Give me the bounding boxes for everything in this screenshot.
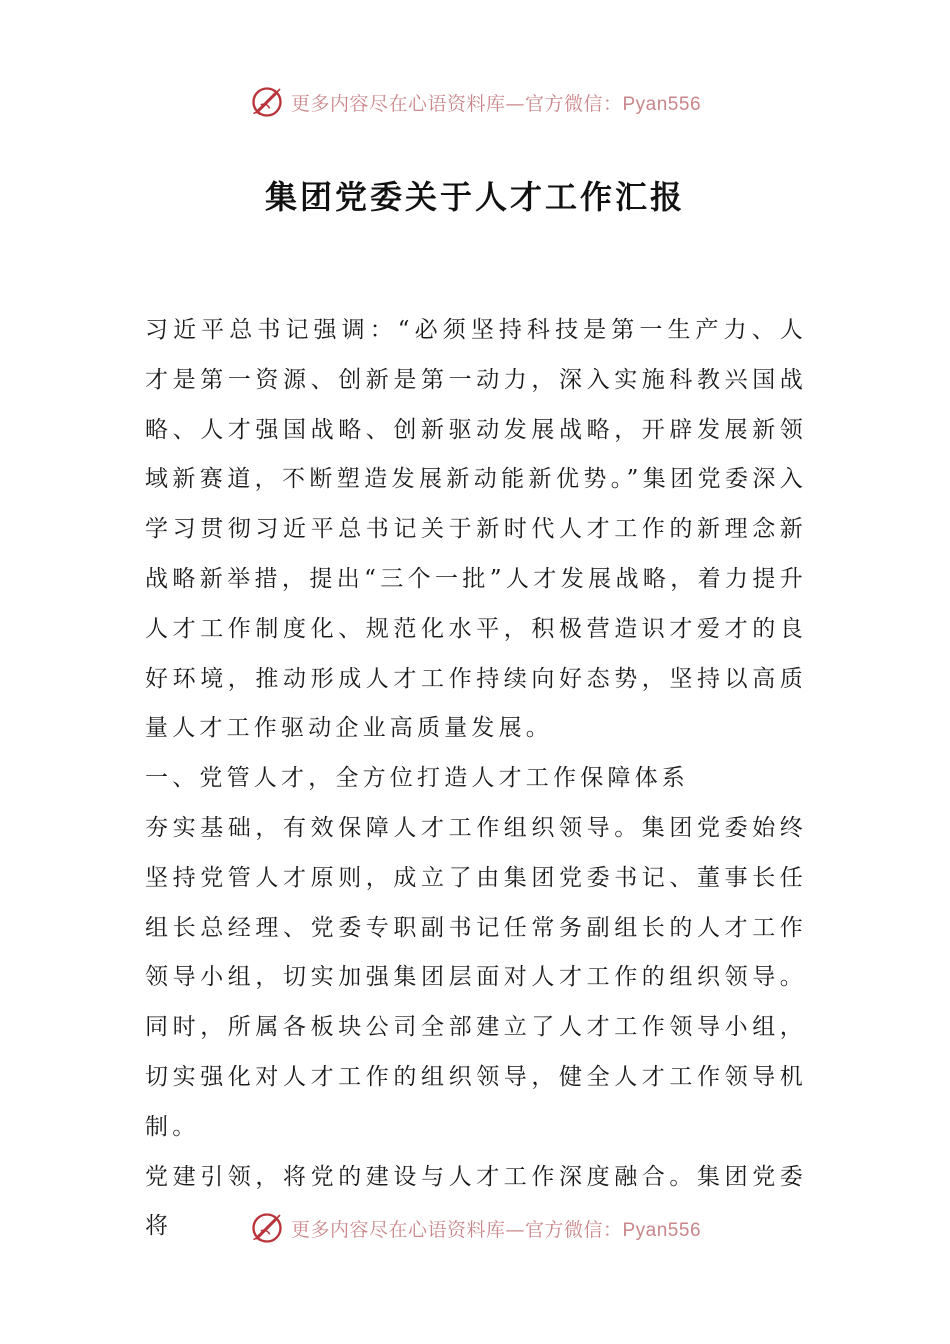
- document-body: [145, 306, 807, 1252]
- paragraph-intro: 习近平总书记强调：“必须坚持科技是第一生产力、人才是第一资源、创新是第一动力，深入实施科教兴国战略、人才强国战略、创新驱动发展战略，开辟发展新领域新赛道，不断塑造发展新动能新优势。”集团党委深入学习贯彻习近平总书记关于新时代人才工作的新理念新战略新举措，提出“三个一批”人才发展战略，着力提升人才工作制度化、规范化水平，积极营造识才爱才的良好环境，推动形成人才工作持续向好态势，坚持以高质量人才工作驱动企业高质量发展。: [145, 317, 807, 742]
- paragraph-foundation: 夯实基础，有效保障人才工作组织领导。集团党委始终坚持党管人才原则，成立了由集团党委书记、董事长任组长总经理、党委专职副书记任常务副组长的人才工作领导小组，切实加强集团层面对人才工作的组织领导。同时，所属各板块公司全部建立了人才工作领导小组，切实强化对人才工作的组织领导，健全人才工作领导机制。: [145, 814, 807, 1140]
- header-banner-text: 更多内容尽在心语资料库—官方微信：Pyan556: [290, 92, 702, 115]
- footer-banner-text: 更多内容尽在心语资料库—官方微信：Pyan556: [290, 1218, 702, 1241]
- header-banner: [0, 82, 950, 122]
- paragraph-party-building: 党建引领，将党的建设与人才工作深度融合。集团党委将: [145, 1163, 807, 1240]
- header-wechat-id: Pyan556: [622, 93, 702, 115]
- footer-wechat-id: Pyan556: [622, 1219, 702, 1241]
- pen-logo-icon: [249, 84, 285, 120]
- footer-banner: [0, 1208, 950, 1248]
- pen-logo-icon: [249, 1210, 285, 1246]
- document-title: 集团党委关于人才工作汇报: [264, 178, 685, 216]
- section-heading-1: 一、党管人才，全方位打造人才工作保障体系: [145, 765, 689, 792]
